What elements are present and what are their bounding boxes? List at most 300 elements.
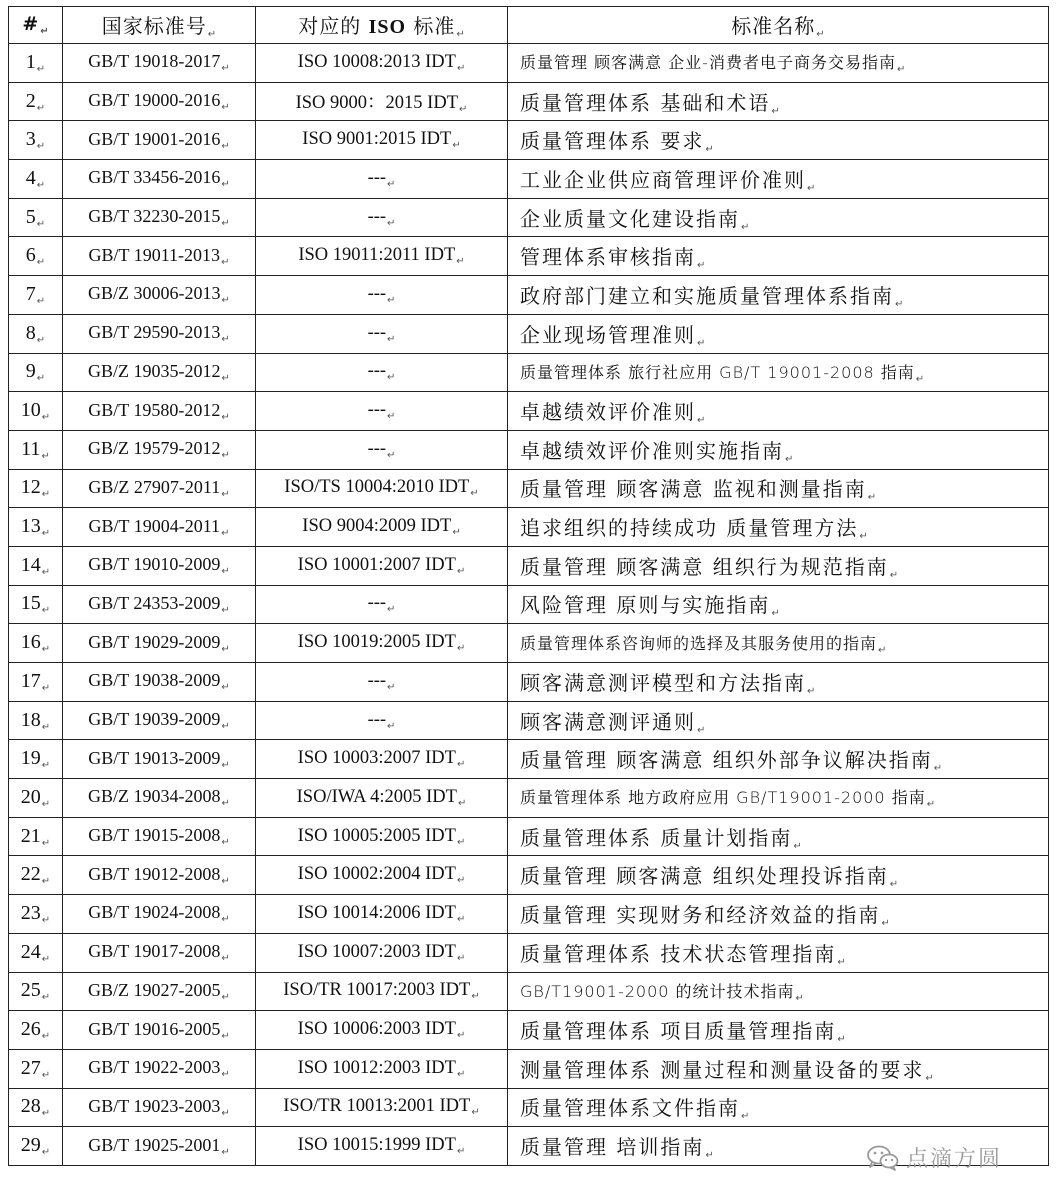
- iso-standard-cell-text: ISO 10001:2007 IDT: [297, 554, 456, 575]
- gb-number-cell: [63, 1049, 256, 1088]
- gb-number-cell-text: GB/T 19023-2003: [88, 1095, 221, 1116]
- iso-standard-cell-text: ---: [367, 709, 387, 730]
- gb-number-cell: [63, 392, 256, 431]
- paragraph-mark: ↵: [697, 337, 706, 349]
- table-row: [9, 430, 1049, 469]
- gb-number-cell-text: GB/T 19010-2009: [88, 554, 221, 575]
- paragraph-mark: ↵: [41, 489, 51, 501]
- standard-name-cell-text: 顾客满意测评通则: [520, 709, 696, 734]
- iso-standard-cell-text: ISO/TR 10017:2003 IDT: [283, 980, 471, 1001]
- paragraph-mark: ↵: [889, 569, 899, 581]
- paragraph-mark: ↵: [41, 876, 51, 888]
- paragraph-mark: ↵: [387, 294, 396, 306]
- table-row: [9, 895, 1049, 934]
- gb-number-cell-text: GB/T 19011-2013: [88, 244, 221, 265]
- row-number-cell: [9, 1088, 63, 1127]
- row-number-cell-text: 18: [20, 708, 41, 731]
- iso-standard-cell: [256, 1088, 508, 1127]
- paragraph-mark: ↵: [221, 875, 230, 887]
- paragraph-mark: ↵: [41, 450, 50, 462]
- iso-standard-cell-text: ISO/TS 10004:2010 IDT: [284, 477, 470, 498]
- header-row: [9, 7, 1049, 44]
- gb-number-cell: [63, 624, 256, 663]
- header-gb-label: 国家标准号: [101, 14, 207, 38]
- iso-standard-cell-text: ISO 10014:2006 IDT: [297, 902, 456, 923]
- table-row: [9, 198, 1049, 237]
- row-number-cell-text: 15: [20, 592, 41, 615]
- paragraph-mark: ↵: [221, 1107, 230, 1119]
- paragraph-mark: ↵: [221, 140, 230, 152]
- row-number-cell: [9, 1049, 63, 1088]
- gb-number-cell: [63, 198, 256, 237]
- paragraph-mark: ↵: [41, 528, 51, 540]
- row-number-cell-text: 12: [20, 476, 41, 499]
- table-row: [9, 1011, 1049, 1050]
- row-number-cell-text: 2: [25, 89, 36, 112]
- paragraph-mark: ↵: [705, 1150, 714, 1162]
- gb-number-cell: [63, 933, 256, 972]
- iso-standard-cell-text: ISO 19011:2011 IDT: [298, 245, 456, 266]
- paragraph-mark: ↵: [387, 720, 396, 732]
- row-number-cell-text: 24: [20, 940, 41, 963]
- row-number-cell-text: 29: [20, 1134, 41, 1157]
- table-row: [9, 276, 1049, 315]
- standard-name-cell: [508, 1049, 1049, 1088]
- gb-number-cell-text: GB/T 19022-2003: [88, 1057, 221, 1078]
- paragraph-mark: ↵: [807, 685, 816, 697]
- row-number-cell: [9, 508, 63, 547]
- standard-name-cell: [508, 392, 1049, 431]
- gb-number-cell-text: GB/T 32230-2015: [88, 206, 221, 227]
- gb-number-cell: [63, 44, 256, 83]
- gb-number-cell-text: GB/Z 19034-2008: [88, 786, 221, 807]
- gb-number-cell: [63, 1011, 256, 1050]
- row-number-cell: [9, 624, 63, 663]
- paragraph-mark: ↵: [456, 875, 466, 887]
- gb-number-cell-text: GB/T 19029-2009: [88, 631, 221, 652]
- paragraph-mark: ↵: [881, 917, 890, 929]
- standard-name-cell-text: 企业现场管理准则: [520, 322, 696, 347]
- paragraph-mark: ↵: [221, 63, 230, 75]
- iso-standard-cell: [256, 430, 508, 469]
- paragraph-mark: ↵: [221, 566, 230, 578]
- row-number-cell: [9, 895, 63, 934]
- paragraph-mark: ↵: [41, 798, 51, 810]
- paragraph-mark: ↵: [387, 372, 396, 384]
- paragraph-mark: ↵: [36, 141, 46, 153]
- gb-number-cell: [63, 779, 256, 818]
- paragraph-mark: ↵: [41, 721, 51, 733]
- gb-number-cell-text: GB/Z 19027-2005: [88, 979, 221, 1000]
- gb-number-cell-text: GB/T 19017-2008: [88, 941, 221, 962]
- standard-name-cell-text: 质量管理 顾客满意 组织行为规范指南: [520, 554, 889, 579]
- paragraph-mark: ↵: [221, 295, 230, 307]
- row-number-cell: [9, 972, 63, 1011]
- row-number-cell-text: 3: [25, 128, 36, 151]
- row-number-cell-text: 25: [20, 979, 41, 1002]
- standard-name-cell: [508, 314, 1049, 353]
- paragraph-mark: ↵: [471, 1107, 480, 1119]
- gb-number-cell: [63, 237, 256, 276]
- paragraph-mark: ↵: [41, 1147, 51, 1159]
- paragraph-mark: ↵: [221, 991, 230, 1003]
- table-row: [9, 314, 1049, 353]
- row-number-cell: [9, 314, 63, 353]
- paragraph-mark: ↵: [837, 956, 846, 968]
- paragraph-mark: ↵: [933, 763, 943, 775]
- paragraph-mark: ↵: [221, 914, 230, 926]
- iso-standard-cell: [256, 160, 508, 199]
- paragraph-mark: ↵: [785, 453, 794, 465]
- paragraph-mark: ↵: [459, 104, 468, 116]
- row-number-cell: [9, 353, 63, 392]
- table-row: [9, 121, 1049, 160]
- row-number-cell-text: 7: [25, 282, 36, 305]
- paragraph-mark: ↵: [456, 952, 466, 964]
- row-number-cell: [9, 740, 63, 779]
- gb-number-cell-text: GB/T 19580-2012: [88, 399, 221, 420]
- gb-number-cell-text: GB/T 19013-2009: [88, 747, 221, 768]
- standard-name-cell: [508, 663, 1049, 702]
- gb-number-cell: [63, 508, 256, 547]
- gb-number-cell-text: GB/T 19018-2017: [88, 51, 221, 72]
- standard-name-cell-text: 质量管理 顾客满意 企业-消费者电子商务交易指南: [520, 53, 896, 73]
- paragraph-mark: ↵: [741, 221, 750, 233]
- paragraph-mark: ↵: [36, 257, 46, 269]
- iso-standard-cell: [256, 82, 508, 121]
- paragraph-mark: ↵: [795, 992, 804, 1004]
- standard-name-cell-text: 管理体系审核指南: [520, 245, 696, 270]
- header-num-label: #: [22, 13, 40, 35]
- gb-number-cell-text: GB/T 33456-2016: [88, 167, 221, 188]
- standard-name-cell: [508, 701, 1049, 740]
- row-number-cell-text: 1: [25, 50, 36, 73]
- row-number-cell: [9, 430, 63, 469]
- gb-number-cell: [63, 314, 256, 353]
- iso-standard-cell-text: ISO 10008:2013 IDT: [297, 51, 456, 72]
- paragraph-mark: ↵: [41, 412, 51, 424]
- wechat-icon: [866, 1144, 900, 1172]
- table-header: [9, 7, 1049, 44]
- standard-name-cell-text: 测量管理体系 测量过程和测量设备的要求: [520, 1057, 925, 1082]
- table-row: [9, 44, 1049, 83]
- row-number-cell: [9, 469, 63, 508]
- paragraph-mark: ↵: [697, 724, 706, 736]
- standard-name-cell-text: 质量管理体系 技术状态管理指南: [520, 941, 837, 966]
- paragraph-mark: ↵: [456, 1068, 466, 1080]
- row-number-cell: [9, 663, 63, 702]
- paragraph-mark: ↵: [697, 415, 706, 427]
- table-row: [9, 1049, 1049, 1088]
- gb-number-cell: [63, 701, 256, 740]
- paragraph-mark: ↵: [456, 1146, 466, 1158]
- row-number-cell-text: 19: [20, 747, 41, 770]
- row-number-cell-text: 14: [20, 553, 41, 576]
- paragraph-mark: ↵: [456, 643, 466, 655]
- row-number-cell-text: 4: [25, 166, 36, 189]
- paragraph-mark: ↵: [387, 411, 396, 423]
- paragraph-mark: ↵: [221, 218, 230, 230]
- row-number-cell-text: 27: [20, 1056, 41, 1079]
- row-number-cell-text: 13: [20, 515, 41, 538]
- row-number-cell-text: 8: [25, 321, 36, 344]
- header-iso-bold: ISO: [368, 16, 407, 38]
- table-row: [9, 546, 1049, 585]
- standard-name-cell-text: 风险管理 原则与实施指南: [520, 593, 771, 618]
- row-number-cell-text: 22: [20, 863, 41, 886]
- standard-name-cell-text: 质量管理体系 质量计划指南: [520, 825, 793, 850]
- paragraph-mark: ↵: [807, 182, 816, 194]
- standard-name-cell: [508, 1011, 1049, 1050]
- paragraph-mark: ↵: [41, 837, 51, 849]
- iso-standard-cell-text: ISO/IWA 4:2005 IDT: [296, 786, 457, 807]
- standard-name-cell-text: 质量管理体系咨询师的选择及其服务使用的指南: [520, 633, 878, 653]
- paragraph-mark: ↵: [456, 759, 466, 771]
- paragraph-mark: ↵: [221, 1030, 230, 1042]
- standard-name-cell: [508, 469, 1049, 508]
- paragraph-mark: ↵: [41, 1108, 51, 1120]
- paragraph-mark: ↵: [896, 64, 906, 76]
- paragraph-mark: ↵: [456, 565, 466, 577]
- paragraph-mark: ↵: [221, 1069, 230, 1081]
- standard-name-cell-text: GB/T19001-2000 的统计技术指南: [520, 981, 795, 1001]
- paragraph-mark: ↵: [221, 643, 230, 655]
- row-number-cell-text: 9: [25, 360, 36, 383]
- paragraph-mark: ↵: [221, 798, 230, 810]
- paragraph-mark: ↵: [36, 334, 46, 346]
- iso-standard-cell-text: ---: [367, 283, 387, 304]
- iso-standard-cell-text: ---: [367, 322, 387, 343]
- iso-standard-cell-text: ISO 10015:1999 IDT: [297, 1135, 456, 1156]
- table-row: [9, 585, 1049, 624]
- paragraph-mark: ↵: [40, 26, 49, 37]
- gb-number-cell-text: GB/T 19024-2008: [88, 902, 221, 923]
- paragraph-mark: ↵: [895, 298, 904, 310]
- row-number-cell: [9, 1011, 63, 1050]
- standard-name-cell-text: 质量管理 实现财务和经济效益的指南: [520, 902, 881, 927]
- table-row: [9, 508, 1049, 547]
- watermark-text: 点滴方圆: [906, 1147, 1003, 1172]
- row-number-cell: [9, 546, 63, 585]
- gb-number-cell-text: GB/T 19000-2016: [88, 90, 221, 111]
- gb-number-cell: [63, 469, 256, 508]
- iso-standard-cell-text: ISO 9001:2015 IDT: [302, 129, 452, 150]
- gb-number-cell: [63, 856, 256, 895]
- gb-number-cell: [63, 740, 256, 779]
- paragraph-mark: ↵: [387, 217, 396, 229]
- standard-name-cell: [508, 740, 1049, 779]
- gb-number-cell: [63, 895, 256, 934]
- paragraph-mark: ↵: [915, 373, 925, 385]
- table-row: [9, 663, 1049, 702]
- gb-number-cell-text: GB/T 19015-2008: [88, 825, 221, 846]
- iso-standard-cell: [256, 1127, 508, 1166]
- paragraph-mark: ↵: [41, 566, 51, 578]
- paragraph-mark: ↵: [387, 333, 396, 345]
- standard-name-cell-text: 工业企业供应商管理评价准则: [520, 167, 806, 192]
- iso-standard-cell-text: ---: [367, 206, 387, 227]
- paragraph-mark: ↵: [457, 797, 467, 809]
- iso-standard-cell: [256, 121, 508, 160]
- gb-number-cell: [63, 160, 256, 199]
- paragraph-mark: ↵: [793, 840, 802, 852]
- row-number-cell-text: 28: [20, 1095, 41, 1118]
- table-row: [9, 1088, 1049, 1127]
- paragraph-mark: ↵: [771, 608, 780, 620]
- iso-standard-cell: [256, 1011, 508, 1050]
- standard-name-cell: [508, 276, 1049, 315]
- iso-standard-cell: [256, 1049, 508, 1088]
- iso-standard-cell-text: ISO 10005:2005 IDT: [297, 825, 456, 846]
- standards-table-wrapper: [8, 6, 1048, 1166]
- standard-name-cell-text: 追求组织的持续成功 质量管理方法: [520, 516, 859, 541]
- iso-standard-cell-text: ISO/TR 10013:2001 IDT: [283, 1096, 471, 1117]
- paragraph-mark: ↵: [36, 63, 46, 75]
- standard-name-cell-text: 企业质量文化建设指南: [520, 206, 740, 231]
- gb-number-cell: [63, 430, 256, 469]
- standard-name-cell-text: 质量管理体系 基础和术语: [520, 90, 771, 115]
- row-number-cell: [9, 585, 63, 624]
- row-number-cell-text: 23: [20, 901, 41, 924]
- iso-standard-cell: [256, 624, 508, 663]
- iso-standard-cell: [256, 198, 508, 237]
- header-iso: [256, 7, 508, 44]
- paragraph-mark: ↵: [221, 837, 230, 849]
- gb-number-cell: [63, 353, 256, 392]
- paragraph-mark: ↵: [41, 1031, 51, 1043]
- gb-number-cell-text: GB/T 19025-2001: [88, 1134, 221, 1155]
- paragraph-mark: ↵: [36, 373, 46, 385]
- paragraph-mark: ↵: [452, 140, 461, 152]
- paragraph-mark: ↵: [221, 411, 230, 423]
- paragraph-mark: ↵: [221, 682, 230, 694]
- standard-name-cell: [508, 779, 1049, 818]
- paragraph-mark: ↵: [456, 913, 466, 925]
- paragraph-mark: ↵: [221, 721, 230, 733]
- standard-name-cell: [508, 121, 1049, 160]
- table-row: [9, 701, 1049, 740]
- header-std-name-label: 标准名称: [731, 14, 816, 38]
- iso-standard-cell-text: ---: [367, 593, 387, 614]
- iso-standard-cell-text: ISO 10012:2003 IDT: [297, 1057, 456, 1078]
- paragraph-mark: ↵: [859, 531, 868, 543]
- row-number-cell: [9, 276, 63, 315]
- paragraph-mark: ↵: [456, 836, 466, 848]
- row-number-cell: [9, 160, 63, 199]
- table-row: [9, 237, 1049, 276]
- header-iso-suffix: 标准: [413, 14, 456, 38]
- iso-standard-cell: [256, 314, 508, 353]
- paragraph-mark: ↵: [221, 179, 230, 191]
- standard-name-cell-text: 质量管理 顾客满意 组织处理投诉指南: [520, 864, 889, 889]
- standard-name-cell: [508, 624, 1049, 663]
- row-number-cell-text: 21: [20, 824, 41, 847]
- gb-number-cell-text: GB/Z 19579-2012: [88, 438, 221, 459]
- paragraph-mark: ↵: [221, 527, 230, 539]
- row-number-cell: [9, 82, 63, 121]
- row-number-cell: [9, 817, 63, 856]
- paragraph-mark: ↵: [221, 488, 230, 500]
- paragraph-mark: ↵: [41, 605, 51, 617]
- iso-standard-cell: [256, 817, 508, 856]
- paragraph-mark: ↵: [387, 449, 396, 461]
- paragraph-mark: ↵: [741, 1111, 750, 1123]
- gb-number-cell: [63, 546, 256, 585]
- paragraph-mark: ↵: [837, 1034, 846, 1046]
- paragraph-mark: ↵: [456, 62, 466, 74]
- paragraph-mark: ↵: [36, 218, 46, 230]
- row-number-cell: [9, 933, 63, 972]
- paragraph-mark: ↵: [471, 991, 480, 1003]
- paragraph-mark: ↵: [41, 1069, 51, 1081]
- iso-standard-cell-text: ---: [367, 400, 387, 421]
- paragraph-mark: ↵: [36, 295, 46, 307]
- gb-number-cell: [63, 663, 256, 702]
- iso-standard-cell: [256, 972, 508, 1011]
- gb-number-cell: [63, 1127, 256, 1166]
- standard-name-cell-text: 质量管理 顾客满意 监视和测量指南: [520, 477, 867, 502]
- iso-standard-cell-text: ISO 10019:2005 IDT: [297, 632, 456, 653]
- iso-standard-cell-text: ---: [367, 167, 387, 188]
- paragraph-mark: ↵: [867, 492, 877, 504]
- header-iso-prefix: 对应的: [298, 14, 362, 38]
- gb-number-cell: [63, 276, 256, 315]
- iso-standard-cell-text: ISO 10003:2007 IDT: [297, 748, 456, 769]
- paragraph-mark: ↵: [456, 256, 465, 268]
- standard-name-cell-text: 质量管理体系 要求: [520, 129, 705, 154]
- iso-standard-cell-text: ---: [367, 438, 387, 459]
- gb-number-cell: [63, 1088, 256, 1127]
- row-number-cell-text: 11: [21, 437, 41, 460]
- paragraph-mark: ↵: [41, 682, 51, 694]
- table-row: [9, 779, 1049, 818]
- row-number-cell: [9, 198, 63, 237]
- paragraph-mark: ↵: [452, 527, 461, 539]
- table-row: [9, 392, 1049, 431]
- paragraph-mark: ↵: [456, 29, 465, 40]
- standard-name-cell: [508, 82, 1049, 121]
- paragraph-mark: ↵: [387, 178, 396, 190]
- standard-name-cell: [508, 546, 1049, 585]
- paragraph-mark: ↵: [221, 604, 230, 616]
- paragraph-mark: ↵: [221, 759, 230, 771]
- row-number-cell-text: 10: [20, 399, 41, 422]
- iso-standard-cell-text: ISO 10002:2004 IDT: [297, 864, 456, 885]
- paragraph-mark: ↵: [221, 334, 230, 346]
- paragraph-mark: ↵: [41, 644, 51, 656]
- iso-standard-cell: [256, 585, 508, 624]
- paragraph-mark: ↵: [41, 760, 51, 772]
- gb-number-cell-text: GB/Z 27907-2011: [88, 476, 221, 497]
- standard-name-cell: [508, 972, 1049, 1011]
- iso-standard-cell: [256, 856, 508, 895]
- paragraph-mark: ↵: [41, 953, 51, 965]
- paragraph-mark: ↵: [705, 144, 714, 156]
- paragraph-mark: ↵: [221, 953, 230, 965]
- standard-name-cell: [508, 933, 1049, 972]
- standard-name-cell: [508, 160, 1049, 199]
- iso-standard-cell: [256, 740, 508, 779]
- paragraph-mark: ↵: [771, 105, 780, 117]
- row-number-cell: [9, 392, 63, 431]
- iso-standard-cell: [256, 663, 508, 702]
- paragraph-mark: ↵: [221, 102, 230, 114]
- row-number-cell-text: 26: [20, 1018, 41, 1041]
- gb-number-cell-text: GB/T 19012-2008: [88, 863, 221, 884]
- standard-name-cell: [508, 1088, 1049, 1127]
- row-number-cell: [9, 856, 63, 895]
- paragraph-mark: ↵: [878, 644, 887, 656]
